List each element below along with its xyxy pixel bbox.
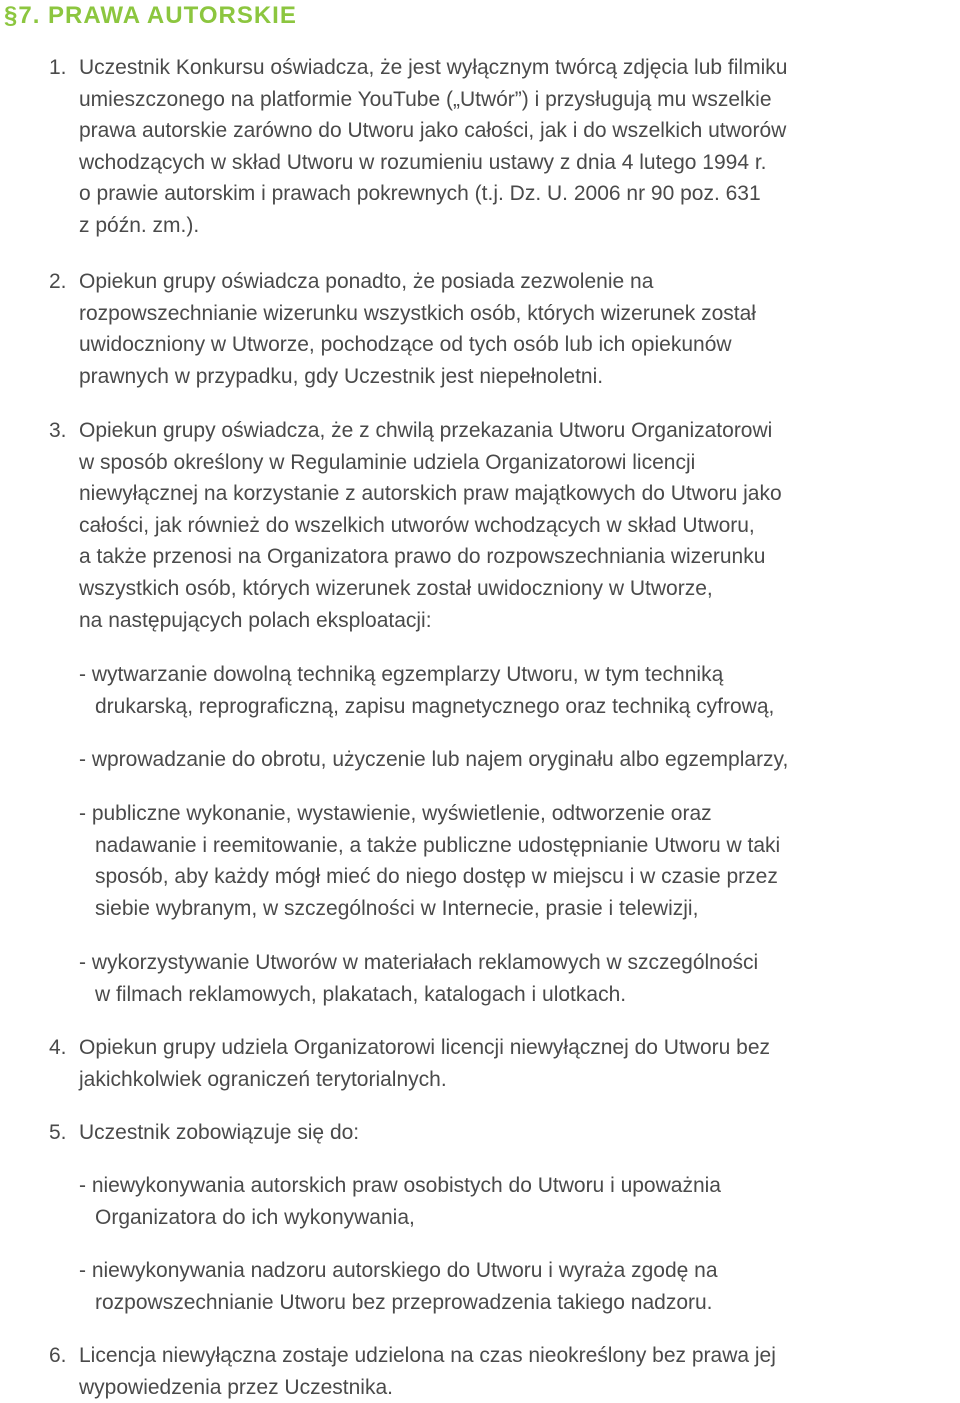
paragraph-number: 6. [49,1344,67,1367]
paragraph-line: w sposób określony w Regulaminie udziela Organizatorowi licencji [79,450,696,474]
dash-item-line: - niewykonywania autorskich praw osobistych do Utworu i upoważnia [79,1174,721,1197]
paragraph-line: Opiekun grupy udziela Organizatorowi licencji niewyłącznej do Utworu bez [79,1036,771,1059]
paragraph-line: wchodzących w skład Utworu w rozumieniu ustawy z dnia 4 lutego 1994 r. [79,150,767,174]
dash-item-line: - niewykonywania nadzoru autorskiego do Utworu i wyraża zgodę na [79,1259,718,1282]
paragraph-line: a także przenosi na Organizatora prawo do rozpowszechniania wizerunku [79,545,766,569]
paragraph-line: z późn. zm.). [79,213,200,237]
paragraph-line: Opiekun grupy oświadcza ponadto, że posiada zezwolenie na [79,270,654,293]
paragraph-line: Licencja niewyłączna zostaje udzielona na czas nieokreślony bez prawa jej [79,1344,776,1367]
paragraph-line: niewyłącznej na korzystanie z autorskich praw majątkowych do Utworu jako [79,482,782,506]
paragraph-3 [49,415,959,636]
paragraph-5 [49,1117,959,1149]
dash-item-line: - publiczne wykonanie, wystawienie, wyświetlenie, odtworzenie oraz [79,802,712,825]
section-title: §7. PRAWA AUTORSKIE [4,2,297,29]
paragraph-4 [49,1032,959,1095]
paragraph-2 [49,266,959,392]
paragraph-number: 4. [49,1036,67,1059]
dash-item-line: rozpowszechnianie Utworu bez przeprowadzenia takiego nadzoru. [95,1290,713,1314]
paragraph-1 [49,52,959,242]
paragraph-line: uwidoczniony w Utworze, pochodzące od tych osób lub ich opiekunów [79,333,732,357]
paragraph-line: prawa autorskie zarówno do Utworu jako całości, jak i do wszelkich utworów [79,119,787,143]
obligation-2 [79,1255,959,1318]
exploitation-field-1 [79,659,959,722]
dash-item-line: sposób, aby każdy mógł mieć do niego dostęp w miejscu i w czasie przez [95,865,778,889]
paragraph-line: Uczestnik Konkursu oświadcza, że jest wyłącznym twórcą zdjęcia lub filmiku [79,56,788,79]
paragraph-line: Opiekun grupy oświadcza, że z chwilą przekazania Utworu Organizatorowi [79,419,773,442]
paragraph-line: Uczestnik zobowiązuje się do: [79,1121,360,1144]
dash-item-line: Organizatora do ich wykonywania, [95,1205,415,1229]
dash-item-line: - wytwarzanie dowolną techniką egzemplarzy Utworu, w tym techniką [79,663,724,686]
obligation-1 [79,1170,959,1233]
dash-item-line: drukarską, reprograficzną, zapisu magnetycznego oraz techniką cyfrową, [95,694,775,718]
paragraph-number: 2. [49,270,67,293]
paragraph-line: całości, jak również do wszelkich utworów wchodzących w skład Utworu, [79,513,755,537]
dash-item-line: nadawanie i reemitowanie, a także publiczne udostępnianie Utworu w taki [95,833,781,857]
paragraph-line: umieszczonego na platformie YouTube („Utwór”) i przysługują mu wszelkie [79,87,772,111]
paragraph-line: wszystkich osób, których wizerunek został uwidoczniony w Utworze, [79,576,713,600]
exploitation-field-3 [79,798,959,924]
paragraph-line: jakichkolwiek ograniczeń terytorialnych. [79,1067,447,1091]
paragraph-line: wypowiedzenia przez Uczestnika. [79,1375,393,1399]
exploitation-field-4 [79,947,959,1010]
dash-item-line: siebie wybranym, w szczególności w Internecie, prasie i telewizji, [95,896,699,920]
paragraph-number: 3. [49,419,67,442]
paragraph-number: 1. [49,56,67,79]
paragraph-number: 5. [49,1121,67,1144]
dash-item-line: - wprowadzanie do obrotu, użyczenie lub najem oryginału albo egzemplarzy, [79,748,789,771]
dash-item-line: w filmach reklamowych, plakatach, katalogach i ulotkach. [95,982,627,1006]
exploitation-field-2 [79,744,959,776]
dash-item-line: - wykorzystywanie Utworów w materiałach reklamowych w szczególności [79,951,759,974]
paragraph-line: o prawie autorskim i prawach pokrewnych (t.j. Dz. U. 2006 nr 90 poz. 631 [79,182,761,206]
paragraph-line: na następujących polach eksploatacji: [79,608,432,632]
paragraph-line: rozpowszechnianie wizerunku wszystkich osób, których wizerunek został [79,301,756,325]
paragraph-6 [49,1340,959,1403]
paragraph-line: prawnych w przypadku, gdy Uczestnik jest niepełnoletni. [79,364,604,388]
